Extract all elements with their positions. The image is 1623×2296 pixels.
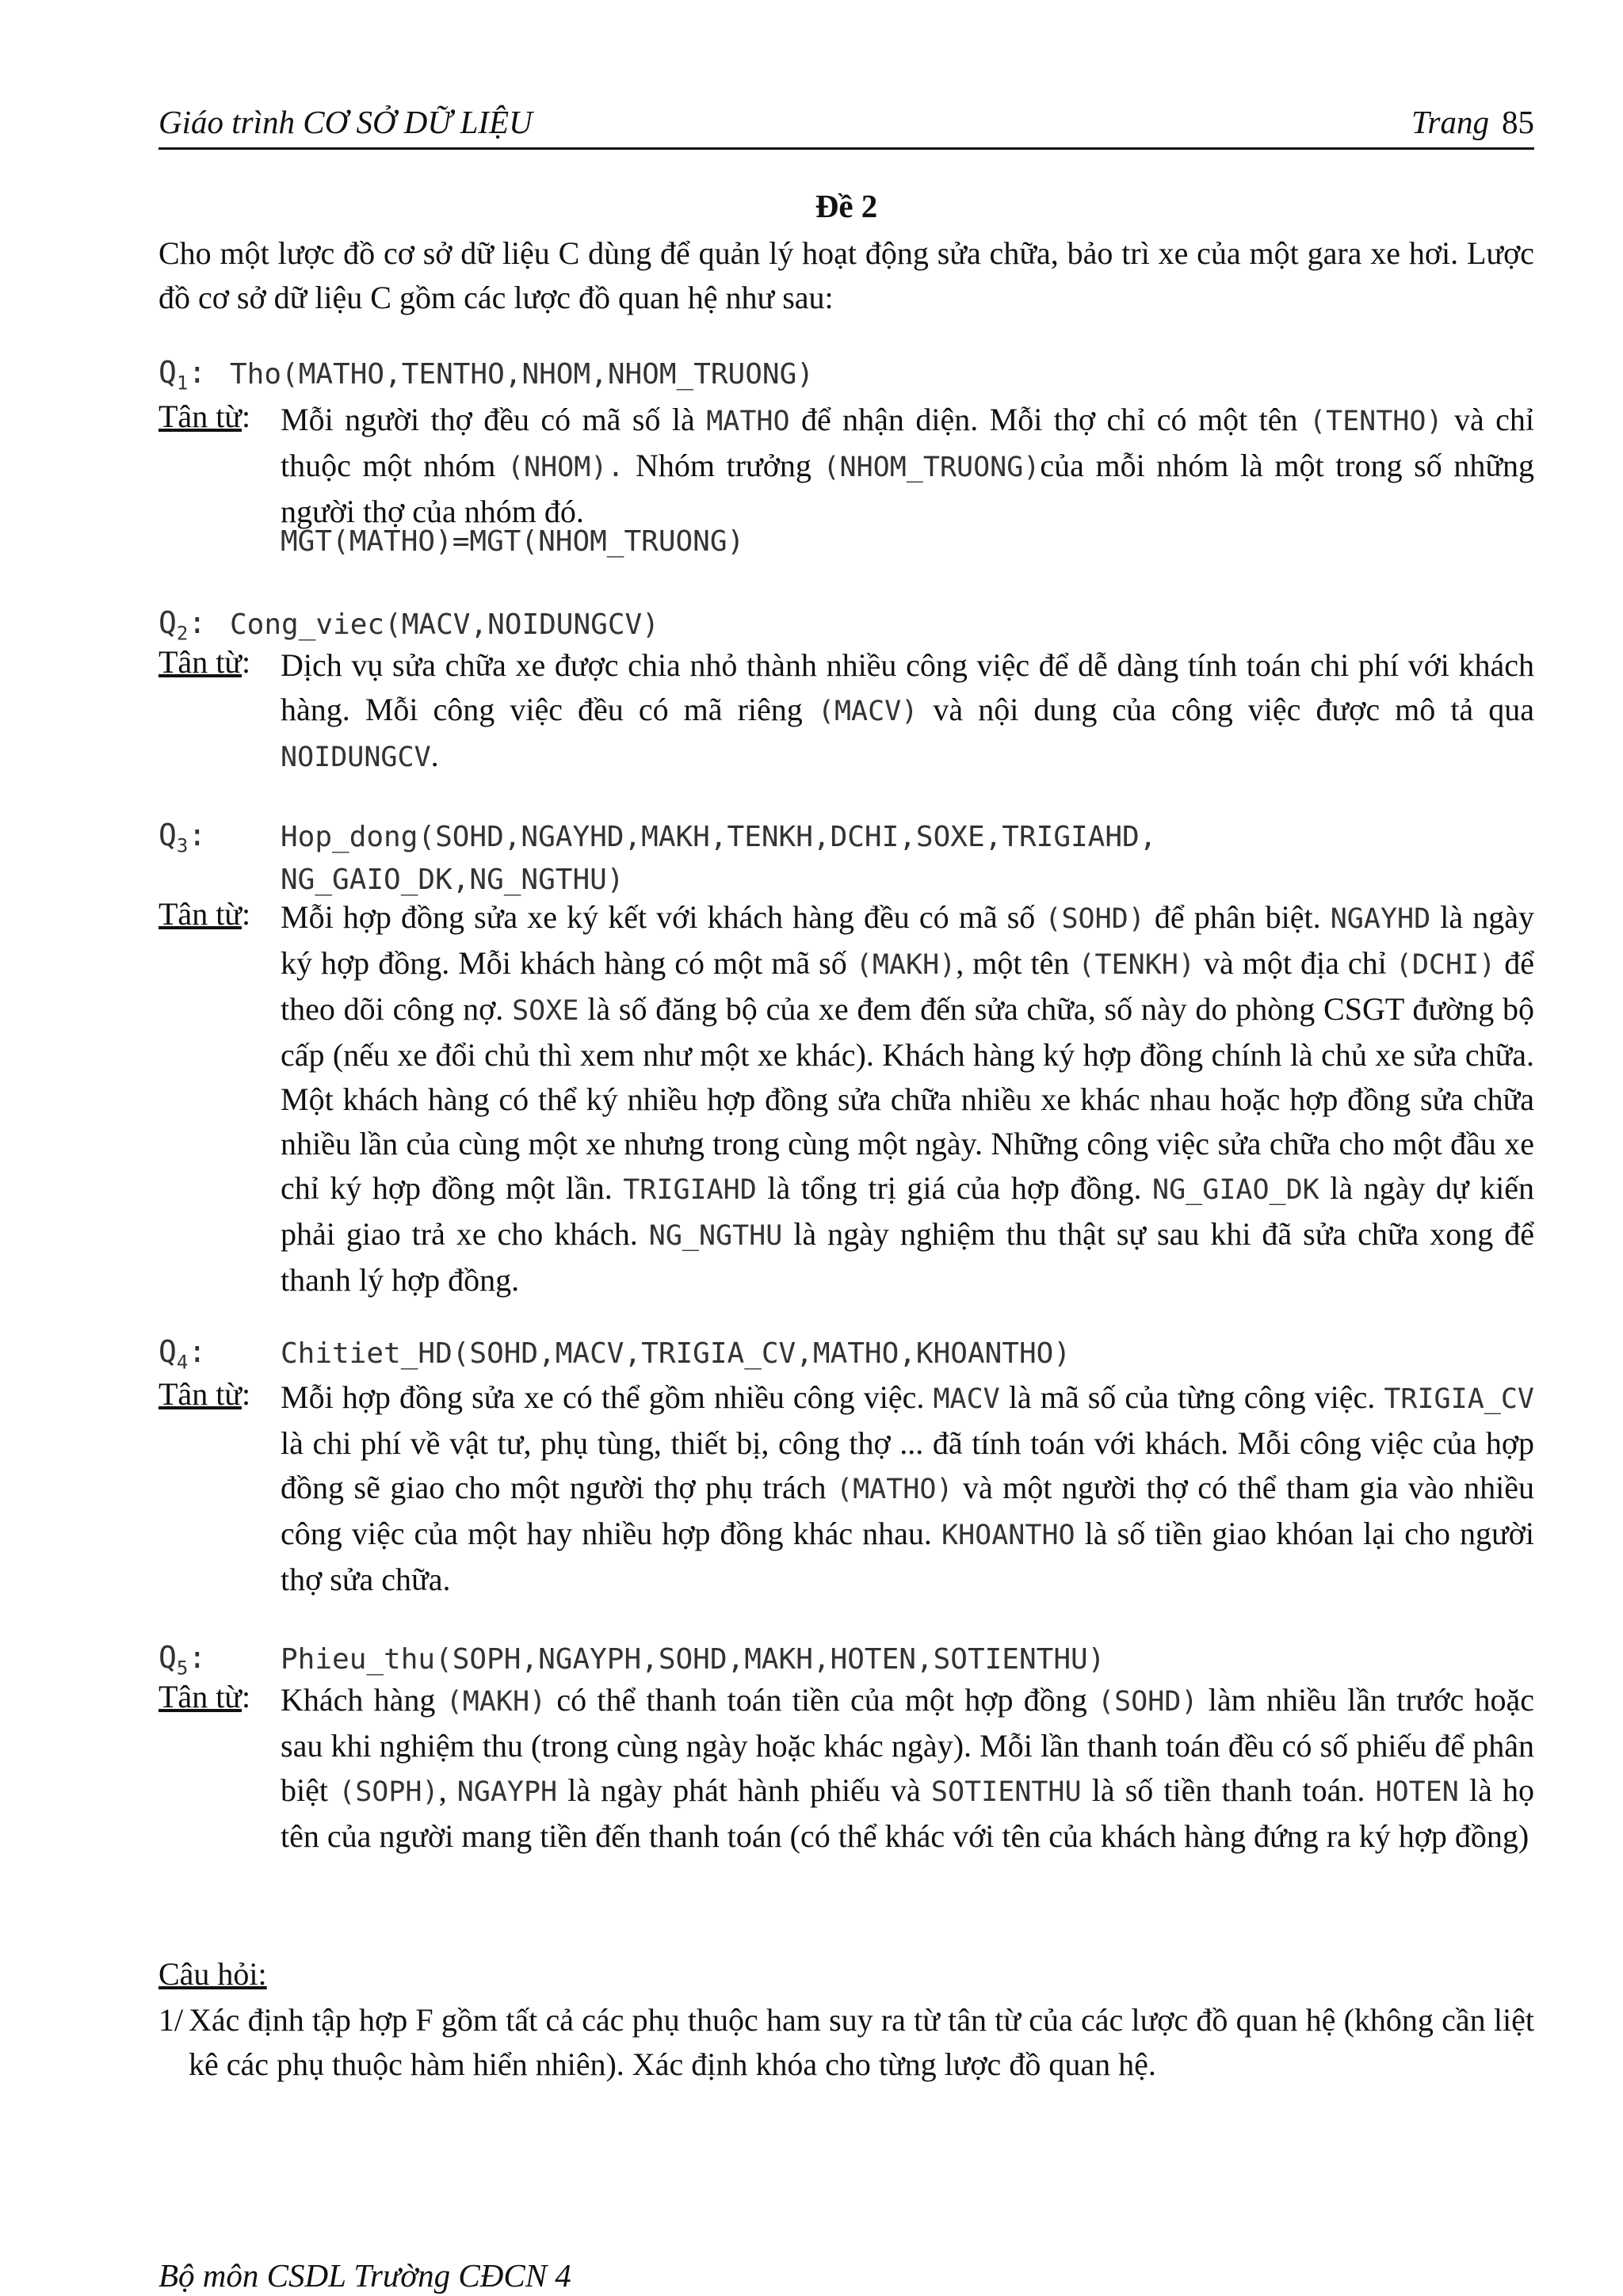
q2-label: $Q_2$: xyxy=(158,605,207,645)
question-1-text: Xác định tập hợp F gồm tất cả các phụ thuộc ham suy ra từ tân từ của các lược đồ quan hệ (không cần liệt kê các phụ thuộc hàm hiển nhiên). Xác định khóa cho từng lược đồ quan hệ. xyxy=(189,2002,1534,2082)
q3-schema xyxy=(281,816,1534,902)
q2-schema: Cong_viec(MACV,NOIDUNGCV) xyxy=(230,608,659,641)
intro-paragraph: Cho một lược đồ cơ sở dữ liệu C dùng để quản lý hoạt động sửa chữa, bảo trì xe của một gara xe hơi. Lược đồ cơ sở dữ liệu C gồm các lược đồ quan hệ như sau: xyxy=(158,235,1534,315)
q3-tantu-label: Tân từ : xyxy=(158,895,250,933)
q2-description: Dịch vụ sửa chữa xe được chia nhỏ thành nhiều công việc để dễ dàng tính toán chi phí với khách hàng. Mỗi công việc đều có mã riêng (MACV) và nội dung của công việc được mô tả qua NOIDUNGCV. xyxy=(281,647,1534,773)
header-page xyxy=(1411,103,1534,141)
q5-tantu-label: Tân từ : xyxy=(158,1678,250,1715)
q5-schema: Phieu_thu(SOPH,NGAYPH,SOHD,MAKH,HOTEN,SOTIENTHU) xyxy=(281,1643,1106,1676)
q2-tantu-label: Tân từ : xyxy=(158,643,250,681)
q4-description: Mỗi hợp đồng sửa xe có thể gồm nhiều công việc. MACV là mã số của từng công việc. TRIGIA_CV là chi phí về vật tư, phụ tùng, thiết bị, công thợ ... đã tính toán với khách. Mỗi công việc của hợp đồng sẽ giao cho một người thợ phụ trách (MATHO) và một người thợ có thể tham gia vào nhiều công việc của một hay nhiều hợp đồng khác nhau. KHOANTHO là số tiền giao khóan lại cho người thợ sửa chữa. xyxy=(281,1379,1534,1597)
questions-heading: Câu hỏi: xyxy=(158,1956,267,1992)
q3-description: Mỗi hợp đồng sửa xe ký kết với khách hàng đều có mã số (SOHD) để phân biệt. NGAYHD là ngày ký hợp đồng. Mỗi khách hàng có một mã số (MAKH), một tên (TENKH) và một địa chỉ (DCHI) để theo dõi công nợ. SOXE là số đăng bộ của xe đem đến sửa chữa, số này do phòng CSGT đường bộ cấp (nếu xe đổi chủ thì xem như một xe khác). Khách hàng ký hợp đồng chính là chủ xe sửa chữa. Một khách hàng có thể ký nhiều hợp đồng sửa chữa nhiều xe khác nhau hoặc hợp đồng sửa chữa nhiều lần của cùng một xe nhưng trong cùng một ngày. Những công việc sửa chữa cho một đầu xe chỉ ký hợp đồng một lần. TRIGIAHD là tổng trị giá của hợp đồng. NG_GIAO_DK là ngày dự kiến phải giao trả xe cho khách. NG_NGTHU là ngày nghiệm thu thật sự sau khi đã sửa chữa xong để thanh lý hợp đồng. xyxy=(281,899,1535,1298)
q1-label: $Q_1$: xyxy=(158,355,207,395)
q1-tantu-label: Tân từ : xyxy=(158,398,250,435)
q1-mgt: MGT(MATHO)=MGT(NHOM_TRUONG) xyxy=(281,525,745,558)
q5-description: Khách hàng (MAKH) có thể thanh toán tiền của một hợp đồng (SOHD) làm nhiều lần trước hoặc sau khi nghiệm thu (trong cùng ngày hoặc khác ngày). Mỗi lần thanh toán đều có số phiếu để phân biệt (SOPH), NGAYPH là ngày phát hành phiếu và SOTIENTHU là số tiền thanh toán. HOTEN là họ tên của người mang tiền đến thanh toán (có thể khác với tên của khách hàng đứng ra ký hợp đồng) xyxy=(281,1682,1535,1854)
q3-schema-line1: Hop_dong(SOHD,NGAYHD,MAKH,TENKH,DCHI,SOXE,TRIGIAHD, xyxy=(281,821,1157,853)
exam-title: Đề 2 xyxy=(815,188,878,224)
page-header xyxy=(158,100,1534,150)
page-footer: Bộ môn CSDL Trường CĐCN 4 xyxy=(158,2257,571,2294)
q4-schema: Chitiet_HD(SOHD,MACV,TRIGIA_CV,MATHO,KHOANTHO) xyxy=(281,1337,1071,1370)
q4-label: $Q_4$: xyxy=(158,1334,207,1374)
question-1-number: 1/ xyxy=(158,2002,184,2038)
q1-schema: Tho(MATHO,TENTHO,NHOM,NHOM_TRUONG) xyxy=(230,358,814,391)
q3-label: $Q_3$: xyxy=(158,818,207,857)
header-title: Giáo trình CƠ SỞ DỮ LIỆU xyxy=(158,104,533,140)
header-page-label: Trang xyxy=(1411,104,1489,140)
q1-description: Mỗi người thợ đều có mã số là MATHO để nhận diện. Mỗi thợ chỉ có một tên (TENTHO) và chỉ thuộc một nhóm (NHOM). Nhóm trưởng (NHOM_TRUONG)của mỗi nhóm là một trong số những người thợ của nhóm đó. xyxy=(281,402,1535,529)
page-number: 85 xyxy=(1502,104,1534,140)
q5-label: $Q_5$: xyxy=(158,1640,207,1680)
q3-schema-line2: NG_GAIO_DK,NG_NGTHU) xyxy=(281,864,624,896)
q4-tantu-label: Tân từ : xyxy=(158,1375,250,1413)
